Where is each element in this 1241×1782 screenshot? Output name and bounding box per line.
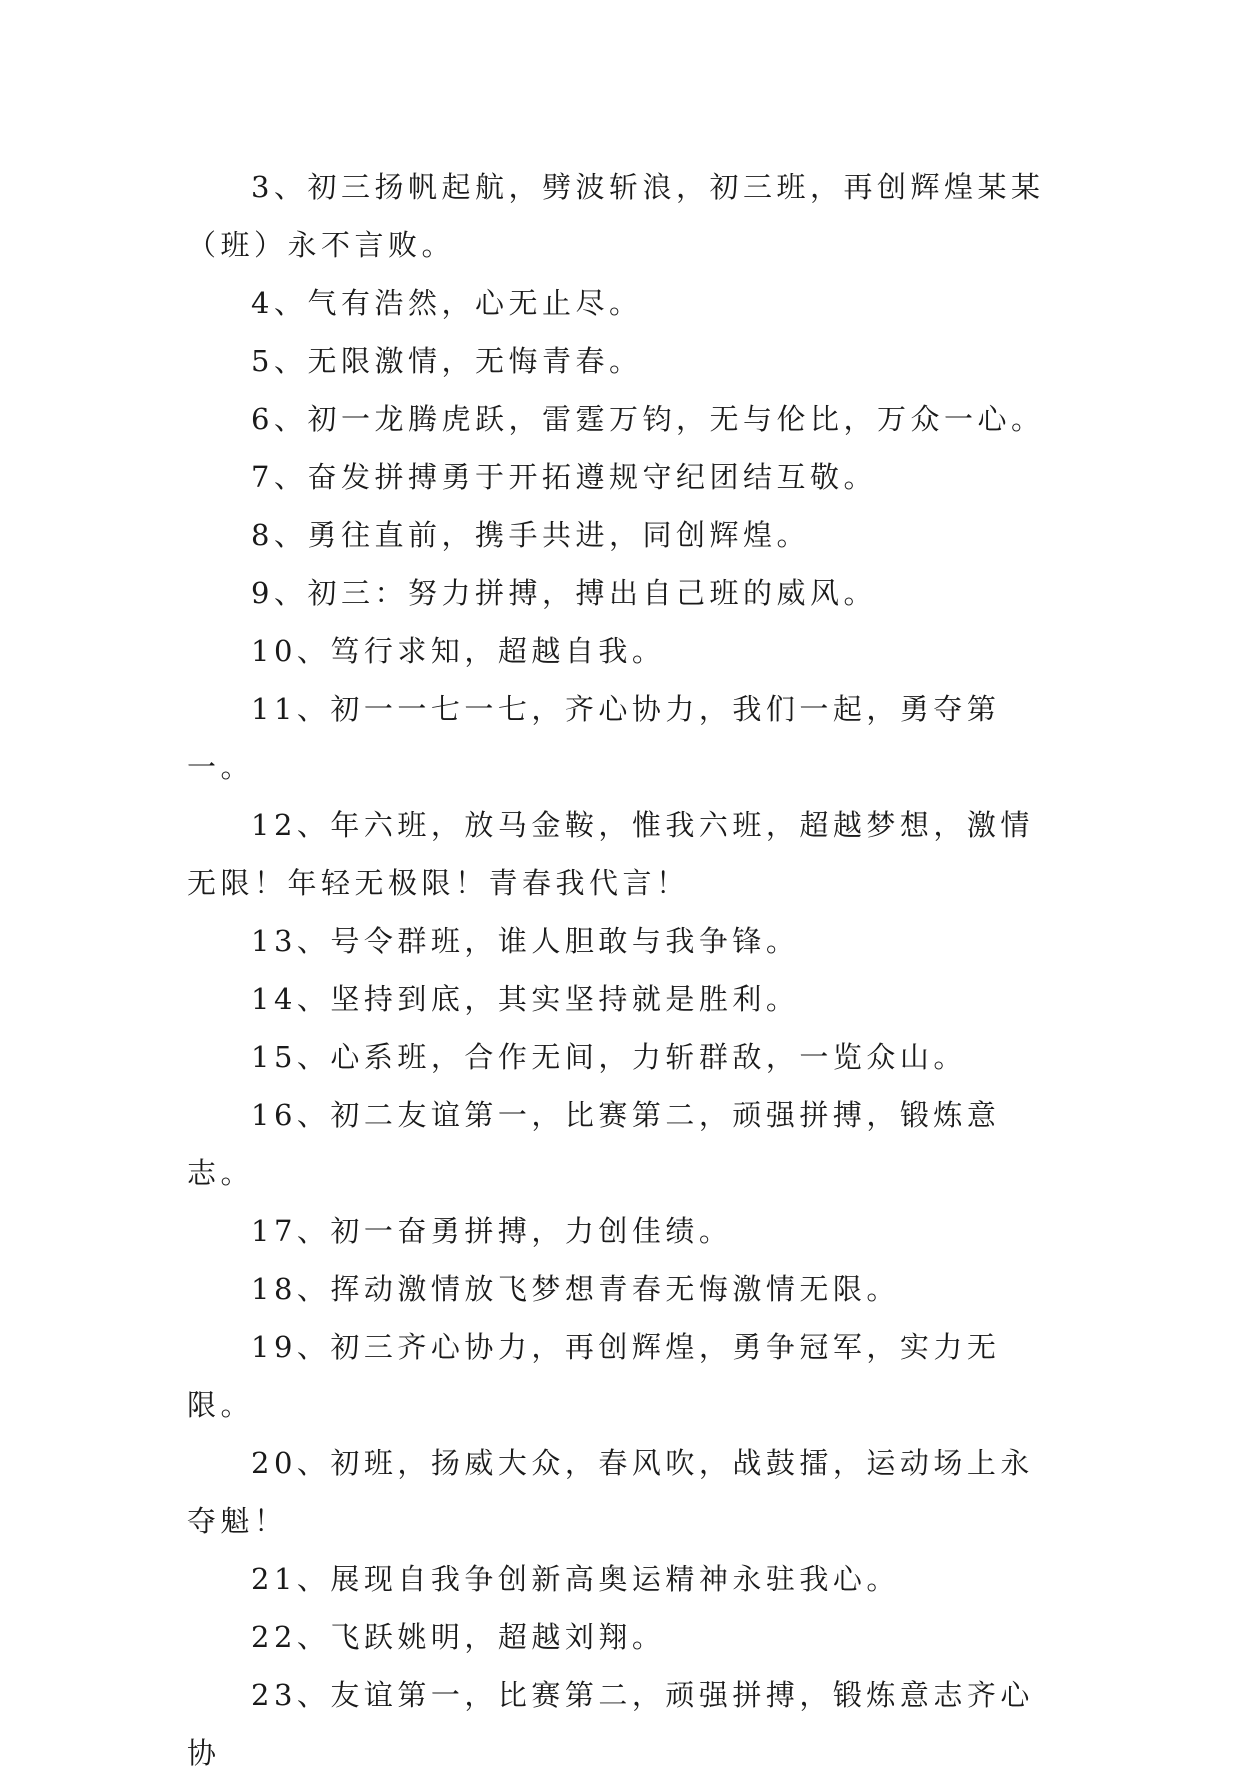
list-item: 19、初三齐心协力，再创辉煌，勇争冠军，实力无限。 — [187, 1330, 1001, 1422]
list-item: 8、勇往直前，携手共进，同创辉煌。 — [251, 518, 810, 552]
list-item: 11、初一一七一七，齐心协力，我们一起，勇夺第一。 — [187, 692, 1001, 784]
list-item: 12、年六班，放马金鞍，惟我六班，超越梦想，激情无限！年轻无极限！青春我代言！ — [187, 808, 1034, 900]
list-item: 21、展现自我争创新高奥运精神永驻我心。 — [251, 1562, 900, 1596]
list-item: 18、挥动激情放飞梦想青春无悔激情无限。 — [251, 1272, 900, 1306]
list-item: 3、初三扬帆起航，劈波斩浪，初三班，再创辉煌某某（班）永不言败。 — [187, 170, 1045, 262]
list-item: 15、心系班，合作无间，力斩群敌，一览众山。 — [251, 1040, 967, 1074]
list-item: 5、无限激情，无悔青春。 — [251, 344, 643, 378]
list-item: 22、飞跃姚明，超越刘翔。 — [251, 1620, 666, 1654]
list-item: 20、初班，扬威大众，春风吹，战鼓擂，运动场上永夺魁！ — [187, 1446, 1034, 1538]
list-item: 16、初二友谊第一，比赛第二，顽强拼搏，锻炼意志。 — [187, 1098, 1001, 1190]
list-item: 4、气有浩然，心无止尽。 — [251, 286, 643, 320]
list-item: 23、友谊第一，比赛第二，顽强拼搏，锻炼意志齐心协 — [187, 1678, 1034, 1770]
list-item: 10、笃行求知，超越自我。 — [251, 634, 666, 668]
list-item: 17、初一奋勇拼搏，力创佳绩。 — [251, 1214, 733, 1248]
list-item: 9、初三：努力拼搏，搏出自己班的威风。 — [251, 576, 877, 610]
document-body — [187, 158, 1057, 1782]
list-item: 14、坚持到底，其实坚持就是胜利。 — [251, 982, 800, 1016]
list-item: 6、初一龙腾虎跃，雷霆万钧，无与伦比，万众一心。 — [251, 402, 1045, 436]
list-item: 13、号令群班，谁人胆敢与我争锋。 — [251, 924, 800, 958]
list-item: 7、奋发拼搏勇于开拓遵规守纪团结互敬。 — [251, 460, 877, 494]
